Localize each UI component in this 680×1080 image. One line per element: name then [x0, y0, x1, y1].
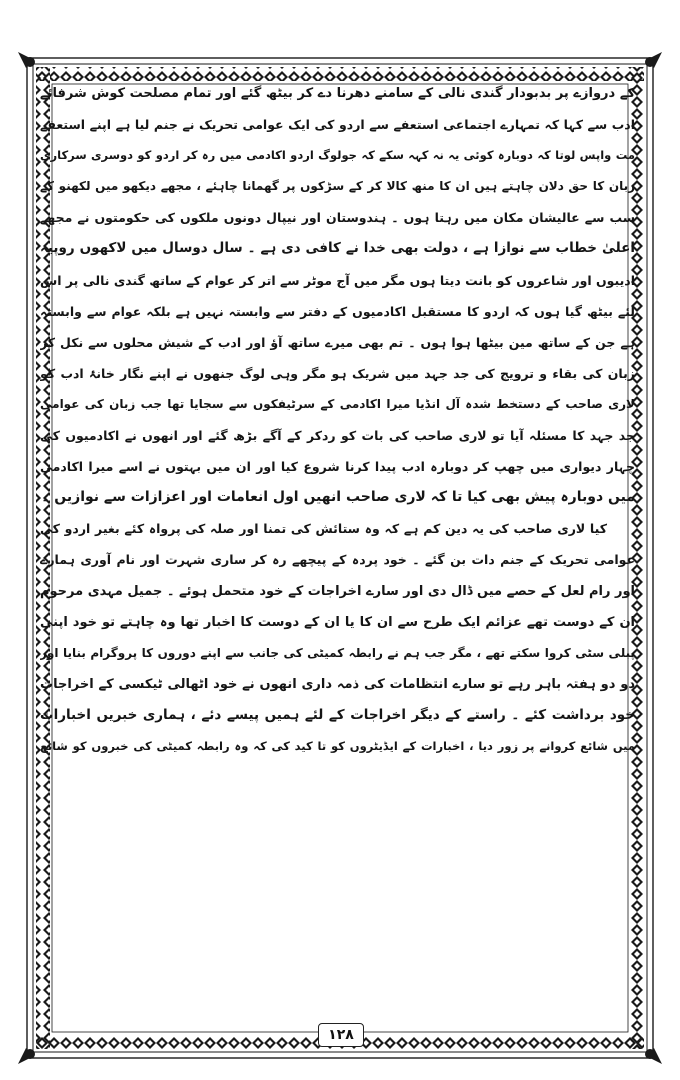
text-line-6: اعلیٰ خطاب سے نوازا ہے ، دولت بھی خدا نے کافی دی ہے ۔ سال دوسال میں لاکھوں روپیہ — [40, 240, 635, 257]
text-line-20: دو دو ہفتہ باہر رہے تو سارے انتظامات کی ذمہ داری انھوں نے خود اٹھالی ٹیکسی کے اخراجات — [40, 676, 635, 692]
text-line-17: اور رام لعل کے حصے میں ڈال دی اور سارے اخراجات کے خود متحمل ہوئے ۔ جمیل مہدی مرحوم — [40, 583, 635, 599]
text-line-13: چہار دیواری میں چھپ کر دوبارہ ادب پیدا کرنا شروع کیا اور ان میں بہتوں نے اسے میرا اکادمی — [40, 459, 635, 475]
text-line-19: پبلی سٹی کروا سکتے تھے ، مگر جب ہم نے رابطہ کمیٹی کی جانب سے اپنے دوروں کا پروگرام بنایا اور — [40, 645, 635, 660]
text-line-3: مت واپس لوتا کہ دوبارہ کوئی یہ نہ کہہ سکے کہ جولوگ اردو اکادمی میں رہ کر اردو کو دوسری سرکاری — [40, 148, 635, 163]
text-line-21: خود برداشت کئے ۔ راستے کے دیگر اخراجات کے لئے ہمیں پیسے دئے ، ہماری خبریں اخبارات — [40, 706, 635, 723]
body-text — [40, 78, 635, 1018]
text-line-22: میں شائع کروانے پر زور دیا ، اخبارات کے ایڈیٹروں کو تا کید کی کہ وہ رابطہ کمیٹی کی خبروں کو شائع — [40, 738, 635, 753]
text-line-2: ادب سے کہا کہ تمہارے اجتماعی استعفے سے اردو کی ایک عوامی تحریک نے جنم لیا ہے اپنے استعفے — [40, 117, 635, 133]
page-number: ۱۲۸ — [318, 1023, 364, 1047]
text-line-9: ہے جن کے ساتھ مین بیٹھا ہوا ہوں ۔ تم بھی میرے ساتھ آؤ اور ادب کے شیش محلوں سے نکل کر — [40, 334, 635, 350]
text-line-15: کیا لاری صاحب کی یہ دین کم ہے کہ وہ ستائش کی تمنا اور صلہ کی پرواہ کئے بغیر اردو کی — [40, 521, 607, 537]
text-line-18: ان کے دوست تھے عزائم ایک طرح سے ان کا یا ان کے دوست کا اخبار تھا وہ چاہتے تو خود اپنی — [40, 614, 635, 630]
text-line-11: لاری صاحب کے دستخط شدہ آل انڈیا میرا اکادمی کے سرٹیفکوں سے سجایا تھا جب زبان کی عوامی — [40, 396, 635, 411]
text-line-12: جد جہد کا مسئلہ آیا تو لاری صاحب کی بات کو ردکر کے آگے بڑھ گئے اور انھوں نے اکادمیوں کی — [40, 428, 635, 444]
text-line-8: لئے بیٹھ گیا ہوں کہ اردو کا مستقبل اکادمیوں کے دفتر سے وابستہ نہیں ہے بلکہ عوام سے وابستہ — [40, 303, 635, 319]
text-line-4: زبان کا حق دلان چاہتے ہیں ان کا منھ کالا کر کے سڑکوں پر گھمانا چاہئے ، مجھے دیکھو میں لکھنو کے — [40, 179, 635, 194]
text-line-16: عوامی تحریک کے جنم دات بن گئے ۔ خود پردہ کے پیچھے رہ کر ساری شہرت اور نام آوری ہمارے — [40, 552, 635, 568]
text-line-5: سب سے عالیشان مکان میں رہتا ہوں ۔ ہندوستان اور نیپال دونوں ملکوں کی حکومتوں نے مجھے — [40, 210, 635, 226]
text-line-10: زبان کی بقاء و ترویج کی جد جہد میں شریک ہو مگر وہی لوگ جنھوں نے اپنے نگار خانۂ ادب کو — [40, 365, 635, 381]
text-line-1: کے دروازے پر بدبودار گندی نالی کے سامنے دھرنا دے کر بیٹھ گئے اور تمام مصلحت کوش شرفائے — [40, 86, 635, 101]
text-line-14: میں دوبارہ پیش بھی کیا تا کہ لاری صاحب انھیں اول انعامات اور اعزازات سے نوازیں ۔ — [41, 489, 635, 506]
text-line-7: ادیبوں اور شاعروں کو بانت دیتا ہوں مگر میں آج موٹر سے اتر کر عوام کے ساتھ گندی نالی پر اس — [40, 272, 635, 288]
